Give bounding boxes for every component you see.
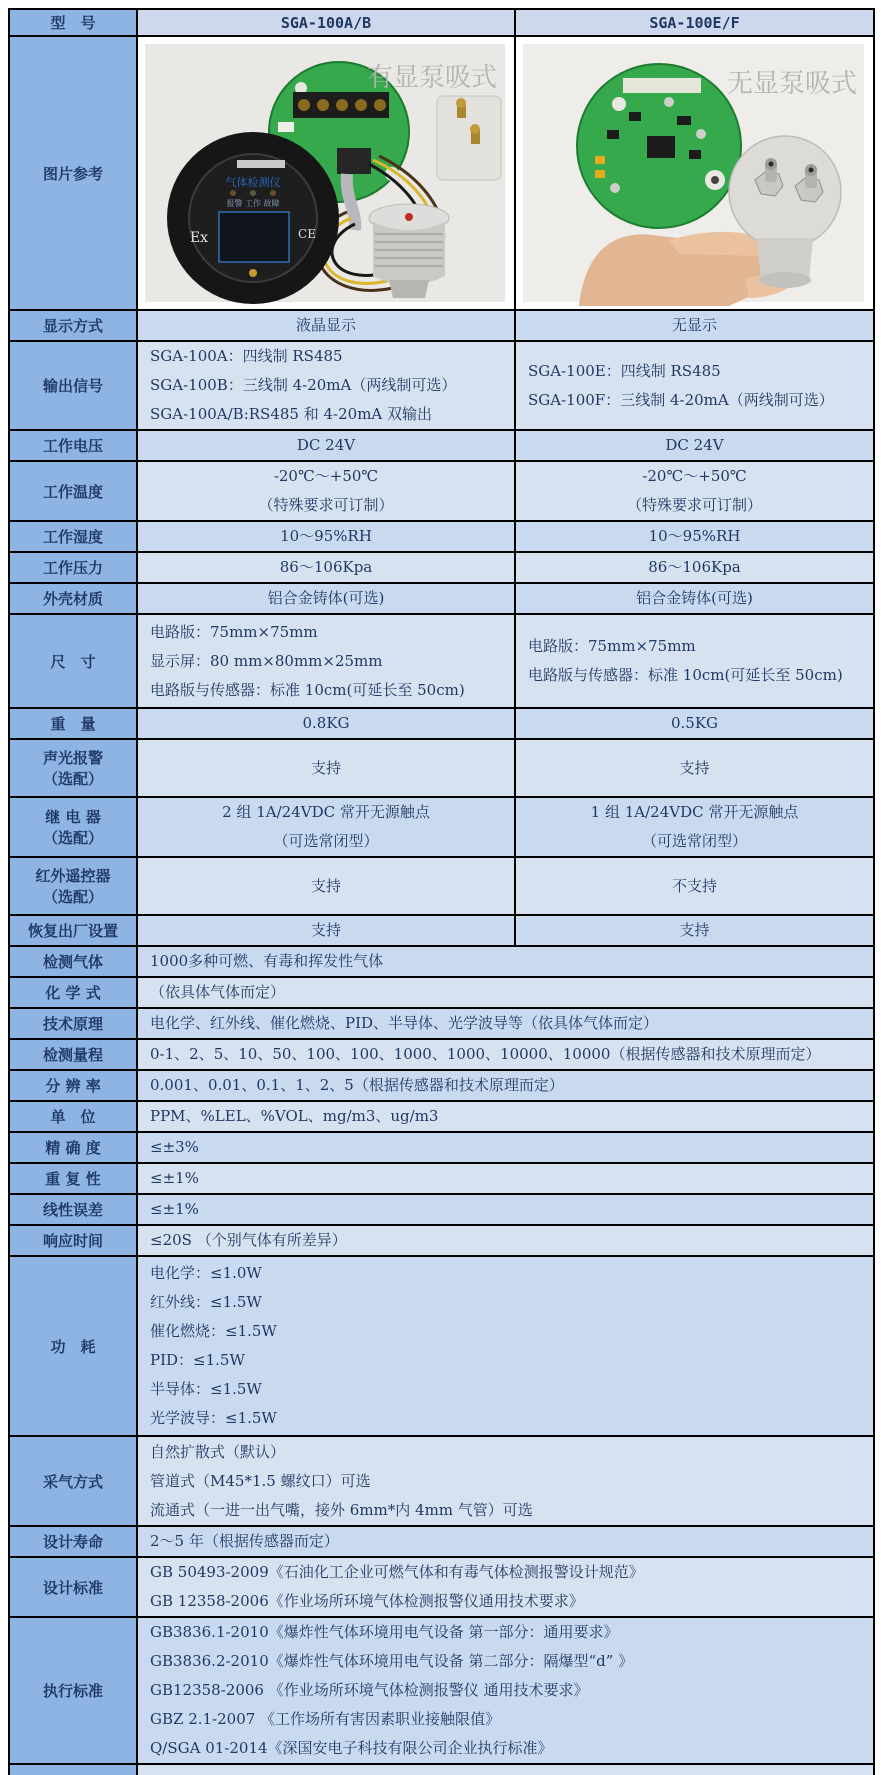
gases-value: 1000多种可燃、有毒和挥发性气体 (137, 946, 874, 977)
voltage-b: DC 24V (515, 430, 874, 461)
dimensions-a-line: 电路版与传感器：标准 10cm(可延长至 50cm) (150, 680, 465, 699)
power-line: 半导体：≤1.5W (150, 1380, 262, 1398)
sampling-value (137, 1436, 874, 1526)
relay-a (137, 797, 515, 857)
cutoff-value (137, 1764, 874, 1775)
lifespan-value: 2～5 年（根据传感器而定） (137, 1526, 874, 1557)
reset-label: 恢复出厂设置 (9, 915, 137, 946)
output-b-line: SGA-100E：四线制 RS485 (528, 361, 721, 380)
sampling-line: 自然扩散式（默认） (150, 1442, 286, 1461)
row-unit (9, 1101, 874, 1132)
relay-label (9, 797, 137, 857)
output-a (137, 341, 515, 430)
row-technical-principle (9, 1008, 874, 1039)
photo-b-illustration (519, 40, 868, 306)
relay-a-line: 2 组 1A/24VDC 常开无源触点 (222, 803, 430, 821)
temperature-b (515, 461, 874, 521)
dimensions-b-line: 电路版与传感器：标准 10cm(可延长至 50cm) (528, 666, 843, 684)
row-design-lifespan (9, 1526, 874, 1557)
exec-standard-label: 执行标准 (9, 1617, 137, 1764)
relay-label-line: （选配） (42, 829, 103, 847)
sampling-line: 管道式（M45*1.5 螺纹口）可选 (150, 1471, 371, 1490)
remote-label-line: （选配） (42, 888, 103, 906)
relay-label-line: 继 电 器 (45, 808, 101, 826)
row-pressure (9, 552, 874, 583)
humidity-a: 10～95%RH (137, 521, 515, 552)
watermark-pump-display: 有显泵吸式 (366, 63, 497, 93)
housing-a: 铝合金铸体(可选) (137, 583, 515, 614)
gases-label: 检测气体 (9, 946, 137, 977)
range-label: 检测量程 (9, 1039, 137, 1070)
row-linearity-error (9, 1194, 874, 1225)
temperature-a-line: （特殊要求可订制） (258, 496, 394, 514)
row-ir-remote (9, 857, 874, 915)
design-standard-line: GB 12358-2006《作业场所环境气体检测报警仪通用技术要求》 (150, 1592, 584, 1610)
row-resolution (9, 1070, 874, 1101)
power-line: 光学波导：≤1.5W (150, 1409, 277, 1427)
remote-label-line: 红外遥控器 (35, 867, 111, 885)
row-accuracy (9, 1132, 874, 1163)
exec-standard-value (137, 1617, 874, 1764)
relay-b (515, 797, 874, 857)
temperature-b-line: （特殊要求可订制） (626, 496, 762, 514)
pressure-a: 86～106Kpa (137, 552, 515, 583)
row-repeatability (9, 1163, 874, 1194)
alarm-label-line: （选配） (42, 770, 103, 788)
row-relay (9, 797, 874, 857)
response-value: ≤20S （个别气体有所差异） (137, 1225, 874, 1256)
dimensions-a-line: 显示屏：80 mm×80mm×25mm (150, 651, 383, 670)
dimensions-a (137, 614, 515, 708)
output-b (515, 341, 874, 430)
row-humidity (9, 521, 874, 552)
alarm-label-line: 声光报警 (42, 749, 103, 767)
design-standard-label: 设计标准 (9, 1557, 137, 1617)
dimensions-b-line: 电路版：75mm×75mm (528, 637, 696, 655)
output-a-line: SGA-100A/B:RS485 和 4-20mA 双输出 (150, 405, 433, 423)
housing-label: 外壳材质 (9, 583, 137, 614)
principle-value: 电化学、红外线、催化燃烧、PID、半导体、光学波导等（依具体气体而定） (137, 1008, 874, 1039)
spec-table (8, 8, 875, 1775)
range-value: 0-1、2、5、10、50、100、100、1000、1000、10000、10000（根据传感器和技术原理而定） (137, 1039, 874, 1070)
resolution-label: 分 辨 率 (9, 1070, 137, 1101)
principle-label: 技术原理 (9, 1008, 137, 1039)
formula-label: 化 学 式 (9, 977, 137, 1008)
formula-value: （依具体气体而定） (137, 977, 874, 1008)
remote-b: 不支持 (515, 857, 874, 915)
display-b: 无显示 (515, 310, 874, 341)
humidity-b: 10～95%RH (515, 521, 874, 552)
unit-label: 单 位 (9, 1101, 137, 1132)
dimensions-a-line: 电路版：75mm×75mm (150, 622, 318, 641)
row-photos (9, 36, 874, 310)
reset-b: 支持 (515, 915, 874, 946)
temperature-a (137, 461, 515, 521)
row-weight (9, 708, 874, 739)
accuracy-value: ≤±3% (137, 1132, 874, 1163)
output-a-line: SGA-100B：三线制 4-20mA（两线制可选） (150, 376, 457, 394)
dimensions-b (515, 614, 874, 708)
power-label: 功 耗 (9, 1256, 137, 1436)
photos-label: 图片参考 (9, 36, 137, 310)
row-dimensions (9, 614, 874, 708)
power-line: 红外线：≤1.5W (150, 1293, 262, 1311)
accuracy-label: 精 确 度 (9, 1132, 137, 1163)
exec-standard-line: GB3836.2-2010《爆炸性气体环境用电气设备 第二部分：隔爆型“d” 》 (150, 1652, 634, 1670)
output-label: 输出信号 (9, 341, 137, 430)
output-a-line: SGA-100A：四线制 RS485 (150, 347, 343, 365)
relay-b-line: 1 组 1A/24VDC 常开无源触点 (590, 803, 799, 821)
device-screen-title: 气体检测仪 (225, 176, 281, 189)
unit-value: PPM、%LEL、%VOL、mg/m3、ug/m3 (137, 1101, 874, 1132)
voltage-a: DC 24V (137, 430, 515, 461)
model-a-header: SGA-100A/B (137, 9, 515, 36)
row-design-standard (9, 1557, 874, 1617)
repeatability-label: 重 复 性 (9, 1163, 137, 1194)
response-label: 响应时间 (9, 1225, 137, 1256)
row-audible-alarm (9, 739, 874, 797)
linearity-label: 线性误差 (9, 1194, 137, 1225)
relay-a-line: （可选常闭型） (273, 832, 379, 850)
row-voltage (9, 430, 874, 461)
weight-b: 0.5KG (515, 708, 874, 739)
cutoff-label (9, 1764, 137, 1775)
alarm-b: 支持 (515, 739, 874, 797)
model-b-header: SGA-100E/F (515, 9, 874, 36)
row-detected-gases (9, 946, 874, 977)
relay-b-line: （可选常闭型） (641, 832, 747, 850)
voltage-label: 工作电压 (9, 430, 137, 461)
row-display-mode (9, 310, 874, 341)
pressure-b: 86～106Kpa (515, 552, 874, 583)
display-label: 显示方式 (9, 310, 137, 341)
reset-a: 支持 (137, 915, 515, 946)
humidity-label: 工作湿度 (9, 521, 137, 552)
device-ex-mark: Ex (189, 230, 209, 246)
row-power-consumption (9, 1256, 874, 1436)
row-cutoff-partial (9, 1764, 874, 1775)
row-model (9, 9, 874, 36)
row-housing-material (9, 583, 874, 614)
row-temperature (9, 461, 874, 521)
exec-standard-line: Q/SGA 01-2014《深国安电子科技有限公司企业执行标准》 (150, 1739, 553, 1757)
resolution-value: 0.001、0.01、0.1、1、2、5（根据传感器和技术原理而定） (137, 1070, 874, 1101)
row-detection-range (9, 1039, 874, 1070)
photo-model-a (137, 36, 515, 310)
alarm-label (9, 739, 137, 797)
power-line: PID：≤1.5W (150, 1351, 245, 1369)
row-factory-reset (9, 915, 874, 946)
output-b-line: SGA-100F：三线制 4-20mA（两线制可选） (528, 390, 834, 409)
photo-a-illustration (141, 40, 509, 306)
power-value (137, 1256, 874, 1436)
model-label: 型 号 (9, 9, 137, 36)
row-chemical-formula (9, 977, 874, 1008)
sampling-line: 流通式（一进一出气嘴，接外 6mm*内 4mm 气管）可选 (150, 1500, 533, 1519)
power-line: 电化学：≤1.0W (150, 1264, 262, 1282)
device-ce-mark: CE (298, 227, 316, 241)
repeatability-value: ≤±1% (137, 1163, 874, 1194)
dimensions-label: 尺 寸 (9, 614, 137, 708)
row-output-signal (9, 341, 874, 430)
exec-standard-line: GB12358-2006 《作业场所环境气体检测报警仪 通用技术要求》 (150, 1681, 589, 1699)
lifespan-label: 设计寿命 (9, 1526, 137, 1557)
pressure-label: 工作压力 (9, 552, 137, 583)
temperature-b-line: -20℃～+50℃ (642, 467, 747, 485)
weight-label: 重 量 (9, 708, 137, 739)
row-execution-standard (9, 1617, 874, 1764)
power-line: 催化燃烧：≤1.5W (150, 1322, 277, 1340)
weight-a: 0.8KG (137, 708, 515, 739)
temperature-label: 工作温度 (9, 461, 137, 521)
photo-model-b (515, 36, 874, 310)
device-led-labels: 报警 工作 故障 (226, 199, 280, 208)
sampling-label: 采气方式 (9, 1436, 137, 1526)
watermark-no-display: 无显泵吸式 (726, 69, 857, 99)
alarm-a: 支持 (137, 739, 515, 797)
display-a: 液晶显示 (137, 310, 515, 341)
design-standard-line: GB 50493-2009《石油化工企业可燃气体和有毒气体检测报警设计规范》 (150, 1563, 644, 1581)
row-sampling-method (9, 1436, 874, 1526)
row-response-time (9, 1225, 874, 1256)
remote-a: 支持 (137, 857, 515, 915)
linearity-value: ≤±1% (137, 1194, 874, 1225)
exec-standard-line: GBZ 2.1-2007 《工作场所有害因素职业接触限值》 (150, 1710, 501, 1728)
exec-standard-line: GB3836.1-2010《爆炸性气体环境用电气设备 第一部分：通用要求》 (150, 1623, 619, 1641)
remote-label (9, 857, 137, 915)
temperature-a-line: -20℃～+50℃ (273, 467, 379, 485)
design-standard-value (137, 1557, 874, 1617)
housing-b: 铝合金铸体(可选) (515, 583, 874, 614)
